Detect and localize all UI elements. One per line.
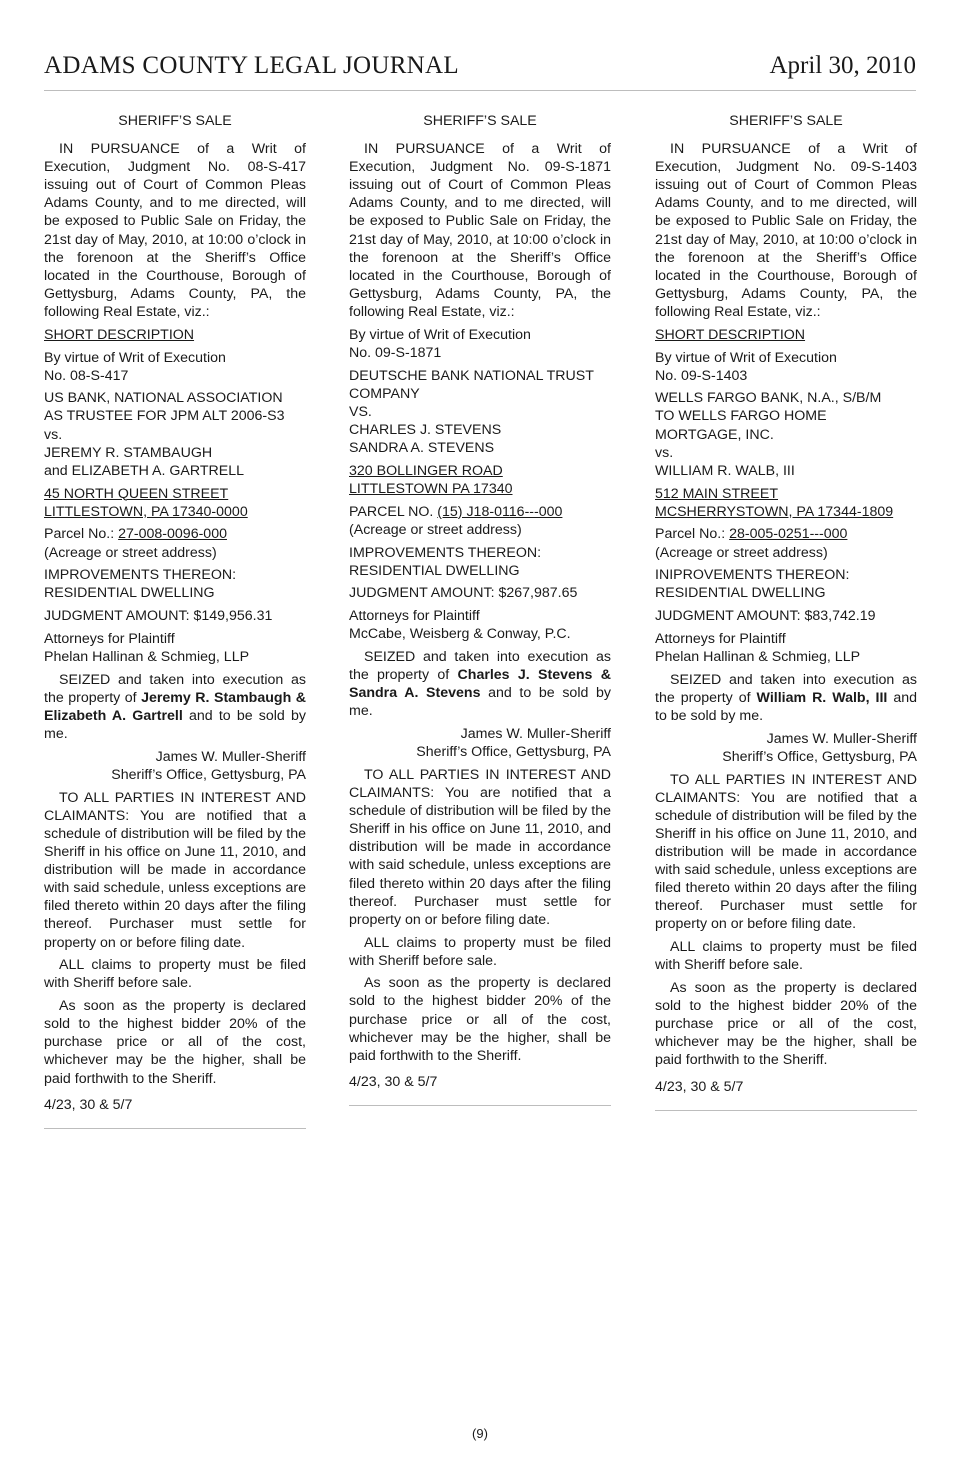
plaintiff-line: TO WELLS FARGO HOME (655, 408, 827, 425)
notice-heading: SHERIFF’S SALE (118, 113, 232, 129)
sheriff-office: Sheriff’s Office, Gettysburg, PA (416, 744, 611, 761)
parties-block (349, 367, 611, 457)
sheriff-office: Sheriff’s Office, Gettysburg, PA (722, 748, 917, 765)
parties-notice: TO ALL PARTIES IN INTEREST AND CLAIMANTS: You are notified that a schedule of distribution will be filed by the Sheriff in his office on June 11, 2010, and distribution will be made in accordance with said schedule, unless exceptions are filed thereto within 20 days after the filing thereof. Purchaser must settle for property on or before filing date. (44, 789, 306, 951)
property-owner: Charles J. Stevens & Sandra A. Stevens (349, 667, 611, 702)
writ-number: No. 09-S-1871 (349, 344, 442, 361)
notice-column-3 (655, 112, 917, 1111)
attorneys-firm: Phelan Hallinan & Schmieg, LLP (655, 649, 861, 666)
attorneys-label: Attorneys for Plaintiff (44, 630, 175, 647)
parcel-block (655, 525, 917, 561)
versus: vs. (655, 444, 674, 461)
seized-statement (44, 671, 306, 743)
improvements-block (655, 566, 917, 602)
sheriff-name: James W. Muller-Sheriff (460, 726, 611, 743)
parties-notice: TO ALL PARTIES IN INTEREST AND CLAIMANTS: You are notified that a schedule of distribution will be filed by the Sheriff in his office on June 11, 2010, and distribution will be made in accordance with said schedule, unless exceptions are filed thereto within 20 days after the filing thereof. Purchaser must settle for property on or before filing date. (655, 771, 917, 933)
attorneys-block (349, 607, 611, 643)
address-line: 45 NORTH QUEEN STREET (44, 485, 229, 502)
defendant-line: and ELIZABETH A. GARTRELL (44, 462, 245, 479)
parcel-number: 28-005-0251---000 (729, 526, 848, 543)
attorneys-block (655, 630, 917, 666)
improvements-type: RESIDENTIAL DWELLING (349, 562, 520, 579)
parcel-label: Parcel No.: (44, 526, 119, 543)
claims-notice: ALL claims to property must be filed with Sheriff before sale. (655, 939, 917, 974)
sheriff-name: James W. Muller-Sheriff (766, 730, 917, 747)
attorneys-firm: Phelan Hallinan & Schmieg, LLP (44, 649, 250, 666)
acreage-note: (Acreage or street address) (44, 544, 217, 561)
defendant-line: JEREMY R. STAMBAUGH (44, 444, 213, 461)
parcel-number: 27-008-0096-000 (118, 526, 227, 543)
acreage-note: (Acreage or street address) (349, 521, 522, 538)
plaintiff-line: MORTGAGE, INC. (655, 426, 774, 443)
defendant-line: SANDRA A. STEVENS (349, 439, 495, 456)
writ-line: By virtue of Writ of Execution (655, 349, 837, 366)
seized-text-end: and to be sold by me. (44, 708, 306, 743)
column-rule (349, 1105, 611, 1106)
improvements-type: RESIDENTIAL DWELLING (44, 585, 215, 602)
property-address (44, 485, 306, 521)
parties-block (655, 389, 917, 479)
page-number: (9) (472, 1426, 488, 1441)
improvements-type: RESIDENTIAL DWELLING (655, 585, 826, 602)
publication-dates: 4/23, 30 & 5/7 (655, 1078, 744, 1095)
deposit-notice: As soon as the property is declared sold to the highest bidder 20% of the purchase price or all of the cost, whichever may be the higher, shall be paid forthwith to the Sheriff. (44, 998, 306, 1087)
notice-intro: IN PURSUANCE of a Writ of Execution, Judgment No. 09-S-1403 issuing out of Court of Common Pleas Adams County, and to me directed, will be exposed to Public Sale on Friday, the 21st day of May, 2010, at 10:00 o’clock in the forenoon at the Sheriff’s Office located in the Courthouse, Borough of Gettysburg, Adams County, PA, the following Real Estate, viz.: (655, 141, 917, 320)
seized-text: SEIZED and taken into execution as the property of (44, 671, 306, 706)
plaintiff-line: AS TRUSTEE FOR JPM ALT 2006-S3 (44, 408, 285, 425)
parcel-block (349, 503, 611, 539)
versus: VS. (349, 403, 372, 420)
short-description-label: SHORT DESCRIPTION (44, 326, 195, 343)
improvements-label: IMPROVEMENTS THEREON: (44, 567, 237, 584)
column-rule (44, 1128, 306, 1129)
masthead (44, 50, 916, 91)
notice-heading: SHERIFF’S SALE (423, 113, 537, 129)
seized-text: SEIZED and taken into execution as the property of (655, 671, 917, 706)
property-address (655, 485, 917, 521)
plaintiff-line: DEUTSCHE BANK NATIONAL TRUST (349, 367, 594, 384)
property-owner: William R. Walb, III (756, 689, 888, 706)
writ-number: No. 09-S-1403 (655, 367, 748, 384)
deposit-notice: As soon as the property is declared sold to the highest bidder 20% of the purchase price or all of the cost, whichever may be the higher, shall be paid forthwith to the Sheriff. (655, 980, 917, 1069)
parcel-number: (15) J18-0116---000 (437, 503, 563, 520)
publication-dates: 4/23, 30 & 5/7 (349, 1073, 438, 1090)
improvements-block (349, 544, 611, 580)
attorneys-label: Attorneys for Plaintiff (349, 608, 480, 625)
defendant-line: CHARLES J. STEVENS (349, 421, 502, 438)
parcel-label: PARCEL NO. (349, 503, 438, 520)
notice-column-1 (44, 112, 306, 1129)
judgment-amount: JUDGMENT AMOUNT: $267,987.65 (349, 585, 578, 602)
sheriff-office: Sheriff’s Office, Gettysburg, PA (111, 766, 306, 783)
attorneys-label: Attorneys for Plaintiff (655, 630, 786, 647)
improvements-block (44, 566, 306, 602)
signature-block (44, 748, 306, 784)
seized-statement (655, 671, 917, 725)
improvements-label: IMPROVEMENTS THEREON: (349, 544, 542, 561)
parties-notice: TO ALL PARTIES IN INTEREST AND CLAIMANTS: You are notified that a schedule of distribution will be filed by the Sheriff in his office on June 11, 2010, and distribution will be made in accordance with said schedule, unless exceptions are filed thereto within 20 days after the filing thereof. Purchaser must settle for property on or before filing date. (349, 766, 611, 928)
plaintiff-line: WELLS FARGO BANK, N.A., S/B/M (655, 390, 882, 407)
property-address (349, 462, 611, 498)
versus: vs. (44, 426, 63, 443)
writ-line: By virtue of Writ of Execution (44, 349, 226, 366)
writ-block (655, 349, 917, 385)
writ-block (349, 326, 611, 362)
address-line: 320 BOLLINGER ROAD (349, 462, 503, 479)
writ-number: No. 08-S-417 (44, 367, 129, 384)
parties-block (44, 389, 306, 479)
notice-intro: IN PURSUANCE of a Writ of Execution, Judgment No. 08-S-417 issuing out of Court of Common Pleas Adams County, and to me directed, will be exposed to Public Sale on Friday, the 21st day of May, 2010, at 10:00 o’clock in the forenoon at the Sheriff’s Office located in the Courthouse, Borough of Gettysburg, Adams County, PA, the following Real Estate, viz.: (44, 141, 306, 320)
plaintiff-line: COMPANY (349, 385, 420, 402)
notice-column-2 (349, 112, 611, 1106)
address-line: LITTLESTOWN PA 17340 (349, 480, 513, 497)
signature-block (349, 725, 611, 761)
address-line: 512 MAIN STREET (655, 485, 778, 502)
seized-text: SEIZED and taken into execution as the property of (349, 649, 611, 684)
seized-text-end: and to be sold by me. (349, 685, 611, 720)
writ-line: By virtue of Writ of Execution (349, 326, 531, 343)
seized-text-end: and to be sold by me. (655, 689, 917, 724)
judgment-amount: JUDGMENT AMOUNT: $149,956.31 (44, 608, 273, 625)
sheriff-name: James W. Muller-Sheriff (155, 748, 306, 765)
signature-block (655, 730, 917, 766)
attorneys-block (44, 630, 306, 666)
deposit-notice: As soon as the property is declared sold to the highest bidder 20% of the purchase price or all of the cost, whichever may be the higher, shall be paid forthwith to the Sheriff. (349, 975, 611, 1064)
claims-notice: ALL claims to property must be filed with Sheriff before sale. (44, 957, 306, 992)
improvements-label: INIPROVEMENTS THEREON: (655, 567, 850, 584)
plaintiff-line: US BANK, NATIONAL ASSOCIATION (44, 390, 283, 407)
property-owner: Jeremy R. Stambaugh & Elizabeth A. Gartrell (44, 689, 306, 724)
writ-block (44, 349, 306, 385)
attorneys-firm: McCabe, Weisberg & Conway, P.C. (349, 626, 571, 643)
short-description-label: SHORT DESCRIPTION (655, 326, 806, 343)
journal-title: ADAMS COUNTY LEGAL JOURNAL (44, 52, 459, 79)
defendant-line: WILLIAM R. WALB, III (655, 462, 795, 479)
seized-statement (349, 648, 611, 720)
column-rule (655, 1110, 917, 1111)
acreage-note: (Acreage or street address) (655, 544, 828, 561)
address-line: MCSHERRYSTOWN, PA 17344-1809 (655, 503, 894, 520)
judgment-amount: JUDGMENT AMOUNT: $83,742.19 (655, 608, 876, 625)
claims-notice: ALL claims to property must be filed with Sheriff before sale. (349, 934, 611, 969)
publication-dates: 4/23, 30 & 5/7 (44, 1096, 133, 1113)
issue-date: April 30, 2010 (769, 52, 916, 79)
address-line: LITTLESTOWN, PA 17340-0000 (44, 503, 248, 520)
notice-intro: IN PURSUANCE of a Writ of Execution, Judgment No. 09-S-1871 issuing out of Court of Common Pleas Adams County, and to me directed, will be exposed to Public Sale on Friday, the 21st day of May, 2010, at 10:00 o’clock in the forenoon at the Sheriff’s Office located in the Courthouse, Borough of Gettysburg, Adams County, PA, the following Real Estate, viz.: (349, 141, 611, 320)
parcel-label: Parcel No.: (655, 526, 730, 543)
notice-heading: SHERIFF’S SALE (729, 113, 843, 129)
parcel-block (44, 525, 306, 561)
